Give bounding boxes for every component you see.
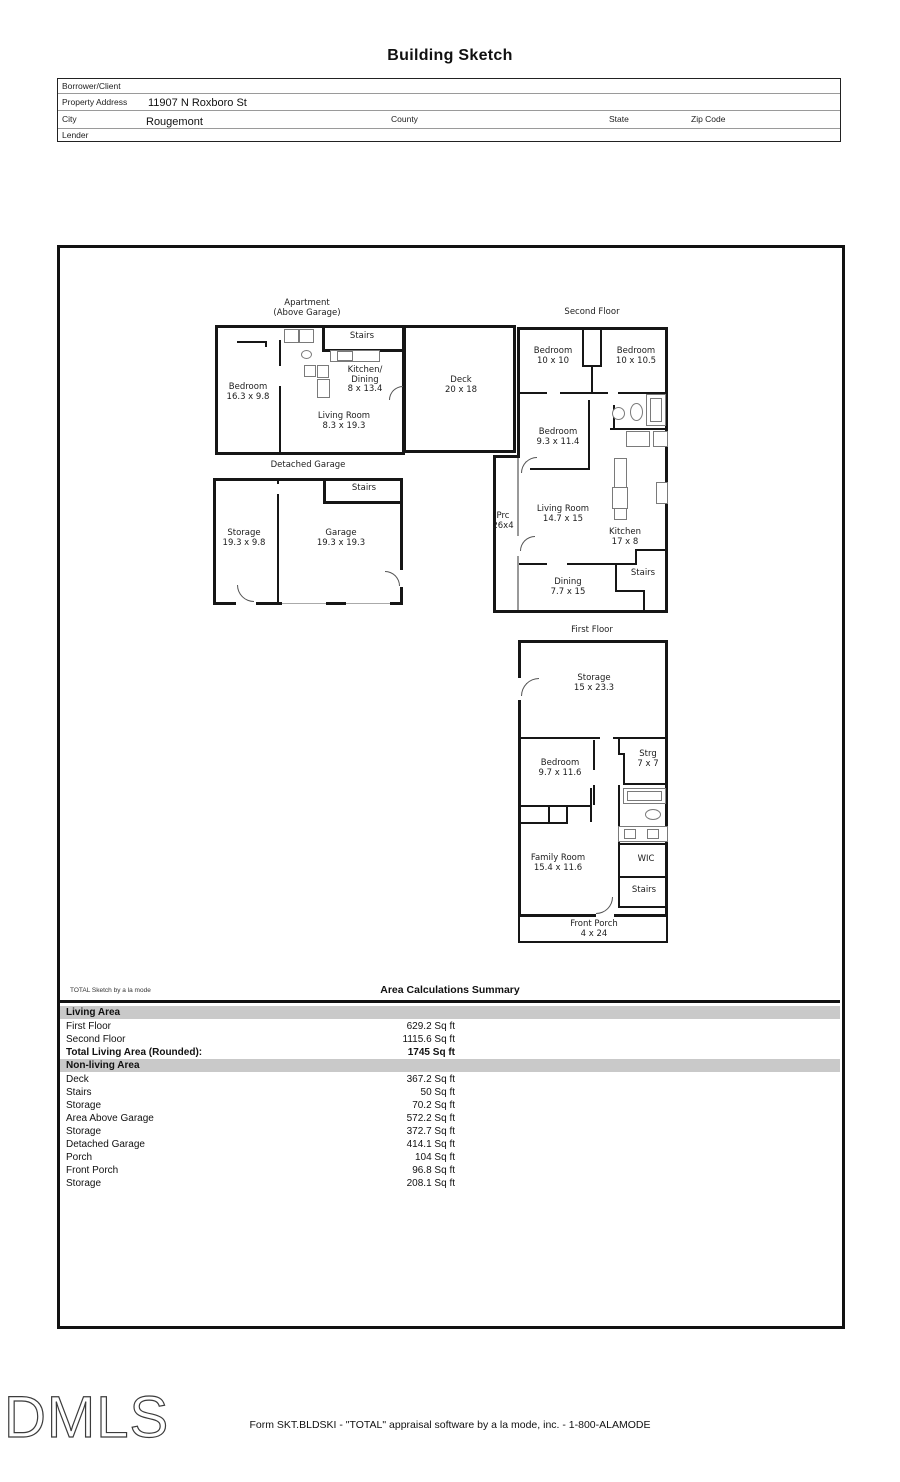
wall: [277, 478, 279, 484]
wall: [518, 805, 590, 807]
laundry-fixture: [284, 329, 299, 343]
wall: [493, 455, 520, 458]
wall: [518, 822, 568, 824]
living-area-header: Living Area: [60, 1006, 840, 1019]
summary-row: Stairs 50 Sq ft: [66, 1087, 455, 1098]
room-label-sf-stairs: Stairs: [630, 568, 656, 578]
sink-fixture: [317, 365, 329, 378]
garage-door-line: [346, 603, 390, 604]
wall: [322, 325, 325, 351]
total-sketch-watermark: TOTAL Sketch by a la mode: [70, 987, 151, 994]
stove-fixture: [612, 487, 628, 509]
wall: [493, 455, 496, 613]
wall: [518, 917, 520, 943]
sink-fixture: [624, 829, 636, 839]
stove-fixture: [656, 482, 668, 504]
room-label-dg-garage: Garage 19.3 x 19.3: [316, 528, 366, 548]
form-row-address: [58, 94, 840, 111]
summary-row: First Floor 629.2 Sq ft: [66, 1021, 455, 1032]
wall: [593, 740, 595, 770]
room-label-front-porch: Front Porch 4 x 24: [570, 919, 618, 939]
second-floor-title: Second Floor: [564, 307, 620, 317]
room-label-sf-kitchen: Kitchen 17 x 8: [609, 527, 641, 547]
summary-row: Storage 70.2 Sq ft: [66, 1100, 455, 1111]
summary-row: Porch 104 Sq ft: [66, 1152, 455, 1163]
laundry-fixture: [299, 329, 314, 343]
room-label-sf-porch: Prc 26x4: [492, 511, 514, 531]
wall: [588, 400, 590, 470]
borrower-label: Borrower/Client: [62, 81, 121, 91]
sink-fixture: [647, 829, 659, 839]
shower-fixture: [650, 398, 662, 422]
room-label-ff-bedroom: Bedroom 9.7 x 11.6: [538, 758, 582, 778]
sink-fixture: [612, 407, 625, 420]
kitchen-counter-fixture: [626, 431, 650, 447]
room-label-deck: Deck 20 x 18: [444, 375, 478, 395]
door-opening: [596, 914, 614, 917]
wall: [618, 876, 668, 878]
kitchen-counter-fixture: [317, 379, 330, 398]
kitchen-counter-fixture: [653, 431, 668, 447]
room-label-sf-dining: Dining 7.7 x 15: [550, 577, 586, 597]
wall: [566, 805, 568, 822]
wall: [590, 788, 592, 822]
wall: [323, 501, 403, 504]
toilet-fixture: [630, 403, 643, 421]
apartment-section-title: Apartment (Above Garage): [273, 298, 341, 318]
wall: [635, 549, 668, 551]
wall: [618, 906, 668, 908]
wall: [265, 341, 267, 347]
wall: [519, 563, 547, 565]
property-address-label: Property Address: [62, 97, 128, 107]
form-row-borrower: [58, 79, 840, 94]
wall: [530, 468, 590, 470]
stove-fixture: [337, 351, 353, 361]
property-info-form: [57, 78, 841, 142]
wall: [613, 737, 668, 739]
wall: [615, 563, 637, 565]
wall: [593, 785, 595, 805]
wall: [518, 737, 600, 739]
toilet-fixture: [645, 809, 661, 820]
form-row-city: [58, 111, 840, 129]
wall: [600, 327, 602, 367]
summary-row: Storage 208.1 Sq ft: [66, 1178, 455, 1189]
room-label-apt-kitchen-dining: Kitchen/ Dining 8 x 13.4: [347, 365, 383, 394]
bathtub-fixture: [627, 791, 662, 801]
wall: [615, 563, 617, 592]
room-label-sf-bedroom1: Bedroom 10 x 10: [533, 346, 573, 366]
wall: [567, 563, 617, 565]
wall: [277, 494, 279, 605]
room-label-ff-wic: WIC: [637, 854, 655, 864]
wall: [518, 941, 668, 943]
door-opening: [516, 678, 521, 700]
city-label: City: [62, 114, 77, 124]
summary-row: Area Above Garage 572.2 Sq ft: [66, 1113, 455, 1124]
wall: [517, 327, 668, 330]
wall: [517, 458, 519, 536]
wall: [591, 365, 593, 394]
city-value: Rougemont: [146, 116, 203, 128]
wall: [665, 327, 668, 613]
wall: [493, 610, 668, 613]
dmls-logo: DMLS: [4, 1385, 170, 1450]
wall: [623, 753, 625, 785]
room-label-apt-living: Living Room 8.3 x 19.3: [317, 411, 371, 431]
summary-title: Area Calculations Summary: [380, 984, 520, 996]
wall: [615, 590, 645, 592]
property-address-value: 11907 N Roxboro St: [148, 97, 247, 109]
page-title: Building Sketch: [387, 47, 513, 64]
room-label-sf-bedroom2: Bedroom 10 x 10.5: [615, 346, 657, 366]
wall: [237, 341, 267, 343]
form-row-lender: [58, 129, 840, 143]
wall: [623, 783, 668, 785]
wall: [518, 914, 668, 917]
wall: [618, 785, 620, 908]
summary-row: Second Floor 1115.6 Sq ft: [66, 1034, 455, 1045]
wall: [548, 805, 550, 822]
summary-divider: [60, 1000, 840, 1003]
wall: [517, 556, 519, 610]
room-label-dg-stairs: Stairs: [351, 483, 377, 493]
toilet-fixture: [301, 350, 312, 359]
wall: [582, 327, 584, 367]
wall: [643, 590, 645, 613]
non-living-area-header: Non-living Area: [60, 1059, 840, 1072]
sink-fixture: [304, 365, 316, 377]
form-footer-text: Form SKT.BLDSKI - "TOTAL" appraisal software by a la mode, inc. - 1-800-ALAMODE: [249, 1419, 651, 1431]
detached-garage-title: Detached Garage: [270, 460, 346, 470]
room-label-apt-bedroom: Bedroom 16.3 x 9.8: [226, 382, 270, 402]
room-label-ff-storage: Storage 15 x 23.3: [573, 673, 615, 693]
wall: [666, 917, 668, 943]
room-label-ff-stairs: Stairs: [631, 885, 657, 895]
zip-code-label: Zip Code: [691, 114, 726, 124]
wall: [560, 392, 608, 394]
state-label: State: [609, 114, 629, 124]
room-label-sf-living: Living Room 14.7 x 15: [536, 504, 590, 524]
wall: [518, 640, 668, 643]
summary-row: Deck 367.2 Sq ft: [66, 1074, 455, 1085]
lender-label: Lender: [62, 130, 89, 140]
wall: [618, 843, 668, 845]
room-label-sf-bedroom3: Bedroom 9.3 x 11.4: [536, 427, 580, 447]
summary-row: Detached Garage 414.1 Sq ft: [66, 1139, 455, 1150]
garage-door-line: [282, 603, 326, 604]
county-label: County: [391, 114, 418, 124]
room-label-ff-family: Family Room 15.4 x 11.6: [530, 853, 586, 873]
wall: [279, 340, 281, 366]
room-label-ff-strg: Strg 7 x 7: [637, 749, 659, 769]
wall: [517, 392, 547, 394]
room-label-apt-stairs: Stairs: [349, 331, 375, 341]
door-opening: [400, 570, 404, 587]
first-floor-title: First Floor: [571, 625, 613, 635]
room-label-dg-storage: Storage 19.3 x 9.8: [222, 528, 266, 548]
summary-row: Storage 372.7 Sq ft: [66, 1126, 455, 1137]
summary-total-row: Total Living Area (Rounded): 1745 Sq ft: [66, 1047, 455, 1058]
wall: [279, 386, 281, 452]
summary-row: Front Porch 96.8 Sq ft: [66, 1165, 455, 1176]
wall: [610, 428, 668, 430]
